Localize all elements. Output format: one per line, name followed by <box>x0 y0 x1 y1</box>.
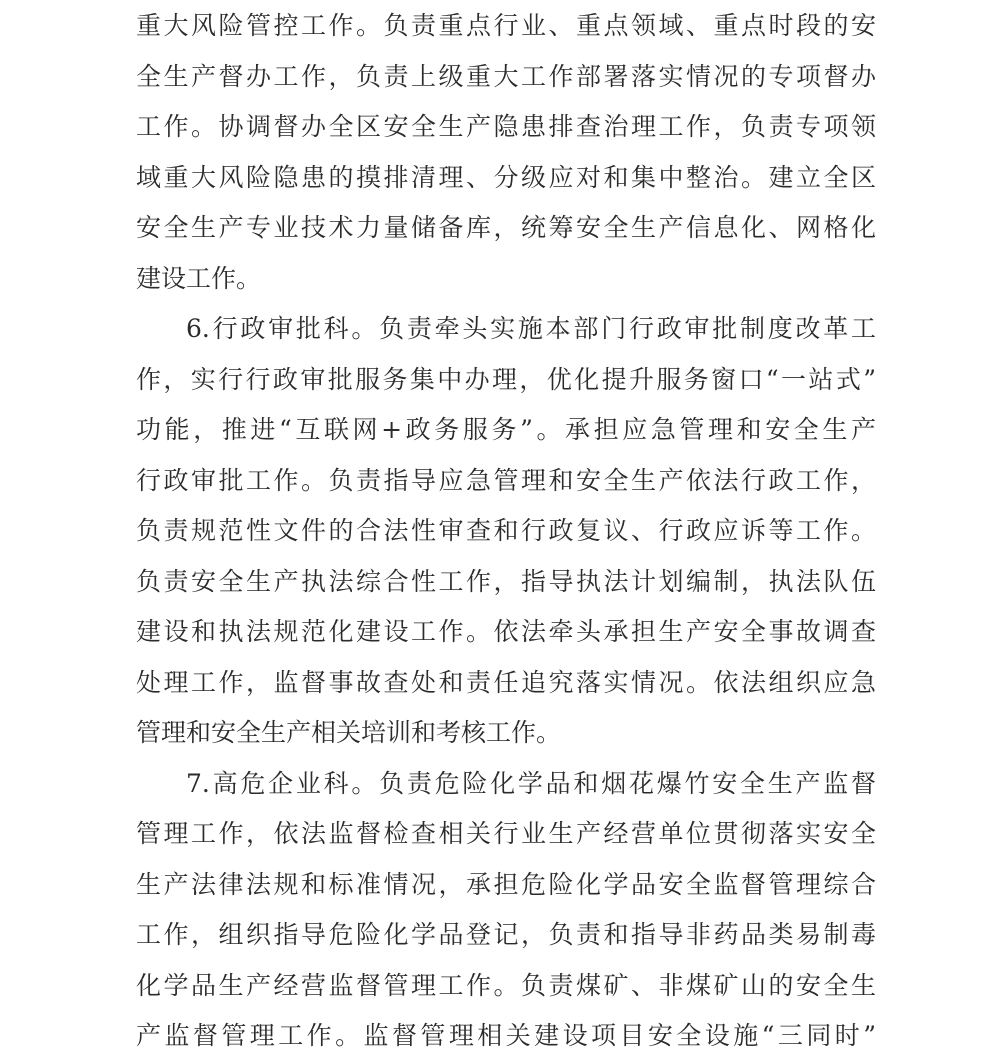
text-line: 重大风险管控工作。负责重点行业、重点领域、重点时段的安 <box>136 11 876 40</box>
text-line: 负责安全生产执法综合性工作，指导执法计划编制，执法队伍 <box>136 567 876 596</box>
text-line: 产监督管理工作。监督管理相关建设项目安全设施“三同时” <box>136 1021 876 1050</box>
text-line: 建设和执法规范化建设工作。依法牵头承担生产安全事故调查 <box>136 617 876 646</box>
text-line: 化学品生产经营监督管理工作。负责煤矿、非煤矿山的安全生 <box>136 971 876 1000</box>
text-line: 作，实行行政审批服务集中办理，优化提升服务窗口“一站式” <box>136 365 876 394</box>
text-line: 工作，组织指导危险化学品登记，负责和指导非药品类易制毒 <box>136 920 876 949</box>
text-line: 处理工作，监督事故查处和责任追究落实情况。依法组织应急 <box>136 668 876 697</box>
text-line: 负责规范性文件的合法性审查和行政复议、行政应诉等工作。 <box>136 516 876 545</box>
text-line: 全生产督办工作，负责上级重大工作部署落实情况的专项督办 <box>136 62 876 91</box>
section-heading-line: 7.高危企业科。负责危险化学品和烟花爆竹安全生产监督 <box>186 769 876 798</box>
text-line: 安全生产专业技术力量储备库，统筹安全生产信息化、网格化 <box>136 213 876 242</box>
text-line: 功能，推进“互联网+政务服务”。承担应急管理和安全生产 <box>136 415 876 444</box>
text-line: 域重大风险隐患的摸排清理、分级应对和集中整治。建立全区 <box>136 163 876 192</box>
text-line-paragraph-end: 管理和安全生产相关培训和考核工作。 <box>136 718 562 747</box>
text-line: 管理工作，依法监督检查相关行业生产经营单位贯彻落实安全 <box>136 819 876 848</box>
text-line: 行政审批工作。负责指导应急管理和安全生产依法行政工作， <box>136 466 876 495</box>
section-heading-line: 6.行政审批科。负责牵头实施本部门行政审批制度改革工 <box>186 314 876 343</box>
text-line-paragraph-end: 建设工作。 <box>136 264 262 293</box>
text-line: 生产法律法规和标准情况，承担危险化学品安全监督管理综合 <box>136 870 876 899</box>
text-line: 工作。协调督办全区安全生产隐患排查治理工作，负责专项领 <box>136 112 876 141</box>
